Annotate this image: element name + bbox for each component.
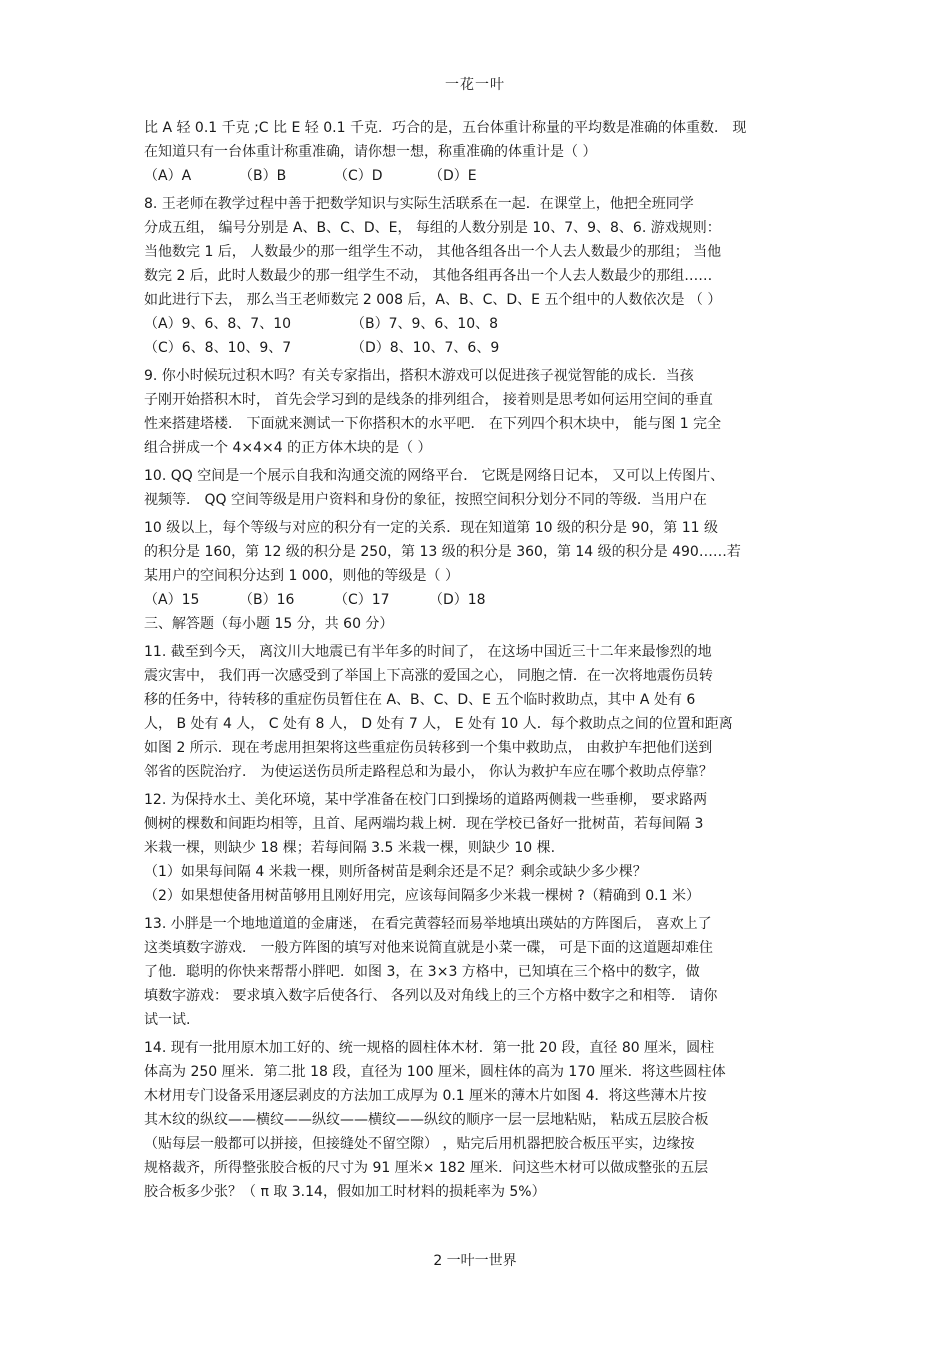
q12-line: 侧树的棵数和间距均相等，且首、尾两端均栽上树．现在学校已备好一批树苗，若每间隔 3 [144,816,704,832]
q13-line: 试一试. [144,1012,191,1028]
question-10 [144,464,810,612]
q8-line: 数完 2 后，此时人数最少的那一组学生不动， 其他各组再各出一个人去人数最少的那组…… [144,268,713,284]
q14-line: 14. 现有一批用原木加工好的、统一规格的圆柱体木材．第一批 20 段，直径 80 厘米，圆柱 [144,1040,715,1056]
q7-option-b: （B）B [239,168,287,184]
page-footer: 2 一叶一世界 [433,1253,517,1269]
q8-line: 如此进行下去， 那么当王老师数完 2 008 后，A、B、C、D、E 五个组中的人数依次是 （ ） [144,292,722,308]
q11-line: 移的任务中，待转移的重症伤员暂住在 A、B、C、D、E 五个临时救助点，其中 A 处有 6 [144,692,696,708]
q14-line: 体高为 250 厘米．第二批 18 段，直径为 100 厘米，圆柱体的高为 170 厘米．将这些圆柱体 [144,1064,726,1080]
question-9 [144,364,810,460]
q8-options-row [144,336,810,360]
q10-option-d: （D）18 [429,592,486,608]
q7-line: 在知道只有一台体重计称重准确，请你想一想，称重准确的体重计是（ ） [144,144,597,160]
q11-line: 震灾害中， 我们再一次感受到了举国上下高涨的爱国之心， 同胞之情．在一次将地震伤员转 [144,668,713,684]
q12-line: 12. 为保持水土、美化环境，某中学准备在校门口到操场的道路两侧栽一些垂柳， 要求路两 [144,792,708,808]
q9-line: 组合拼成一个 4×4×4 的正方体木块的是（ ） [144,440,432,456]
q13-line: 13. 小胖是一个地地道道的金庸迷， 在看完黄蓉轻而易举地填出瑛姑的方阵图后， 喜欢上了 [144,916,712,932]
q14-line: 木材用专门设备采用逐层剥皮的方法加工成厚为 0.1 厘米的薄木片如图 4．将这些薄木片按 [144,1088,707,1104]
q12-sub-1: （1）如果每间隔 4 米栽一棵，则所备树苗是剩余还是不足？剩余或缺少多少棵？ [144,864,647,880]
q10-line: 某用户的空间积分达到 1 000，则他的等级是（ ） [144,568,459,584]
q10-line: 视频等． QQ 空间等级是用户资料和身份的象征，按照空间积分划分不同的等级．当用户在 [144,492,707,508]
q10-option-c: （C）17 [334,592,390,608]
q10-option-a: （A）15 [144,592,200,608]
q8-options-row [144,312,810,336]
question-8 [144,192,810,360]
page-content [144,116,810,1204]
question-12 [144,788,810,908]
q11-line: 11. 截至到今天， 离汶川大地震已有半年多的时间了， 在这场中国近三十二年来最惨烈的地 [144,644,712,660]
q8-option-c: （C）6、8、10、9、7 [144,340,292,356]
q12-sub-2: （2）如果想使备用树苗够用且刚好用完，应该每间隔多少米栽一棵树 ?（精确到 0.1 米） [144,888,700,904]
q7-option-d: （D）E [429,168,477,184]
section-3-title: 三、解答题（每小题 15 分，共 60 分） [144,616,394,632]
q9-line: 性来搭建塔楼． 下面就来测试一下你搭积木的水平吧． 在下列四个积木块中， 能与图 1 完全 [144,416,722,432]
q12-line: 米栽一棵，则缺少 18 棵；若每间隔 3.5 米栽一棵，则缺少 10 棵. [144,840,556,856]
question-11 [144,640,810,784]
q14-line: 规格裁齐，所得整张胶合板的尺寸为 91 厘米× 182 厘米．问这些木材可以做成整张的五层 [144,1160,709,1176]
q8-option-a: （A）9、6、8、7、10 [144,316,292,332]
q8-option-d: （D）8、10、7、6、9 [351,340,500,356]
q11-line: 人， B 处有 4 人， C 处有 8 人， D 处有 7 人， E 处有 10 人．每个救助点之间的位置和距离 [144,716,733,732]
q8-line: 8. 王老师在教学过程中善于把数学知识与实际生活联系在一起．在课堂上，他把全班同学 [144,196,694,212]
q13-line: 这类填数字游戏． 一般方阵图的填写对他来说简直就是小菜一碟， 可是下面的这道题却难住 [144,940,713,956]
q7-line: 比 A 轻 0.1 千克 ;C 比 E 轻 0.1 千克．巧合的是，五台体重计称量的平均数是准确的体重数． 现 [144,120,747,136]
q10-line: 10 级以上，每个等级与对应的积分有一定的关系．现在知道第 10 级的积分是 90，第 11 级 [144,520,718,536]
q11-line: 邻省的医院治疗． 为使运送伤员所走路程总和为最小， 你认为救护车应在哪个救助点停靠？ [144,764,713,780]
q10-option-b: （B）16 [239,592,295,608]
q7-options [144,164,810,188]
question-7 [144,116,810,188]
q11-line: 如图 2 所示．现在考虑用担架将这些重症伤员转移到一个集中救助点， 由救护车把他们送到 [144,740,713,756]
q14-line: 其木纹的纵纹——横纹——纵纹——横纹——纵纹的顺序一层一层地粘贴， 粘成五层胶合板 [144,1112,709,1128]
q9-line: 子刚开始搭积木时， 首先会学习到的是线条的排列组合， 接着则是思考如何运用空间的垂直 [144,392,713,408]
q9-line: 9. 你小时候玩过积木吗？有关专家指出，搭积木游戏可以促进孩子视觉智能的成长．当孩 [144,368,694,384]
q10-options [144,588,810,612]
q7-option-a: （A）A [144,168,192,184]
q10-line: 的积分是 160，第 12 级的积分是 250，第 13 级的积分是 360，第 14 级的积分是 490……若 [144,544,741,560]
q8-option-b: （B）7、9、6、10、8 [351,316,499,332]
q8-line: 分成五组， 编号分别是 A、B、C、D、E， 每组的人数分别是 10、7、9、8、6. 游戏规则： [144,220,721,236]
q10-line: 10. QQ 空间是一个展示自我和沟通交流的网络平台． 它既是网络日记本， 又可以上传图片、 [144,468,725,484]
q13-line: 填数字游戏： 要求填入数字后使各行、 各列以及对角线上的三个方格中数字之和相等． 请你 [144,988,718,1004]
q8-line: 当他数完 1 后， 人数最少的那一组学生不动， 其他各组各出一个人去人数最少的那组； 当他 [144,244,722,260]
q7-option-c: （C）D [334,168,383,184]
page-header: 一花一叶 [445,77,505,93]
q13-line: 了他．聪明的你快来帮帮小胖吧．如图 3，在 3×3 方格中，已知填在三个格中的数字，做 [144,964,700,980]
q14-line: （贴每层一般都可以拼接，但接缝处不留空隙） ，贴完后用机器把胶合板压平实，边缘按 [144,1136,695,1152]
q14-line: 胶合板多少张？（ π 取 3.14，假如加工时材料的损耗率为 5%） [144,1184,546,1200]
question-13 [144,912,810,1032]
question-14 [144,1036,810,1204]
